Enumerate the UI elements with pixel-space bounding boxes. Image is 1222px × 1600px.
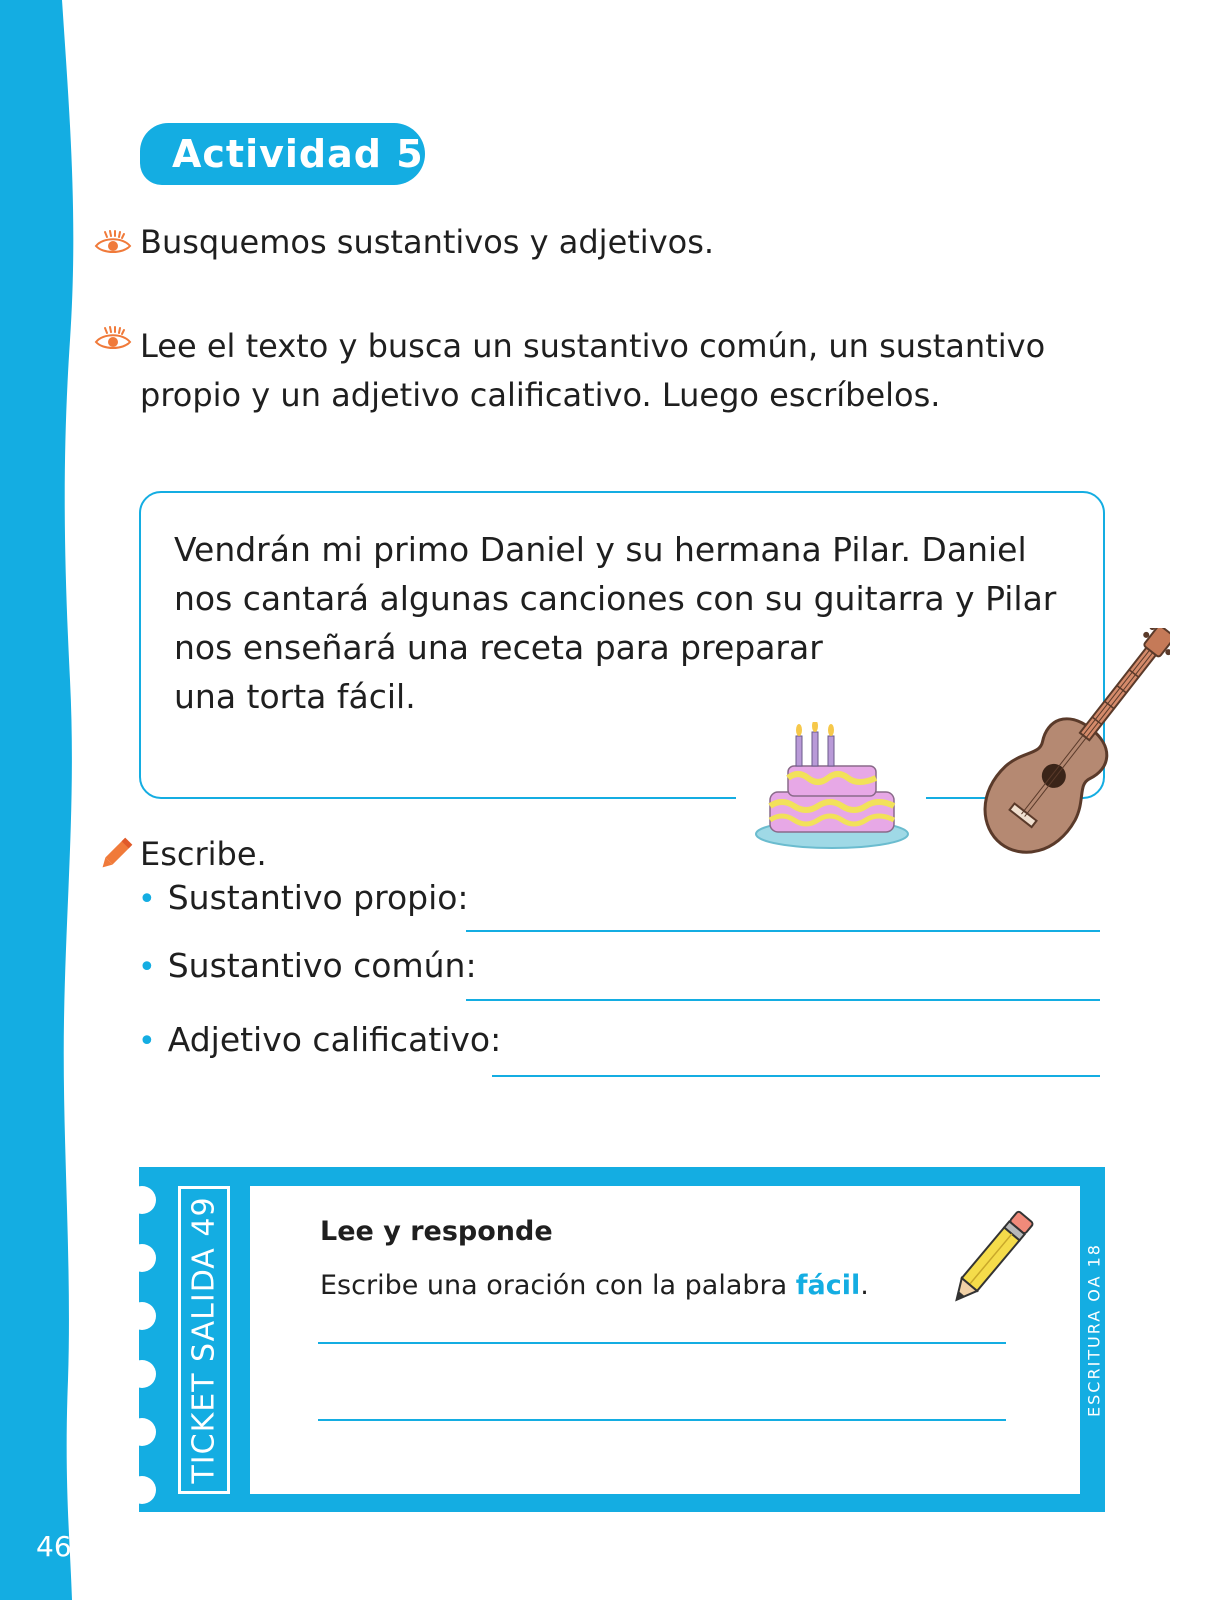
answer-label: Sustantivo propio:: [167, 878, 469, 917]
ticket-keyword: fácil: [795, 1270, 861, 1301]
pencil-icon: [96, 834, 136, 874]
ticket-answer-line[interactable]: [318, 1342, 1006, 1344]
story-line: nos enseñará una receta para preparar: [174, 628, 823, 667]
activity-title: Actividad 5: [140, 123, 425, 185]
bullet-icon: •: [138, 1024, 156, 1059]
guitar-illustration: [950, 628, 1170, 888]
story-line: nos cantará algunas canciones con su guitarra y Pilar: [174, 579, 1057, 618]
ticket-notch: [128, 1476, 156, 1504]
answer-label: Adjetivo calificativo:: [167, 1020, 502, 1059]
pencil-illustration: [930, 1200, 1050, 1320]
answer-row-common-noun: [138, 946, 477, 985]
ticket-standard: ESCRITURA OA 18: [1084, 1243, 1104, 1417]
page-number: 46: [36, 1530, 72, 1563]
answer-line-adjective[interactable]: [492, 1075, 1100, 1077]
side-band: [0, 0, 90, 1600]
answer-line-common-noun[interactable]: [466, 999, 1100, 1001]
ticket-notch: [128, 1244, 156, 1272]
answer-label: Sustantivo común:: [167, 946, 477, 985]
ticket-prompt: [320, 1270, 869, 1301]
eye-icon: [93, 326, 133, 352]
bullet-icon: •: [138, 950, 156, 985]
answer-row-adjective: [138, 1020, 501, 1059]
instruction-read-line1: Lee el texto y busca un sustantivo común, un sustantivo: [140, 327, 1046, 365]
ticket-heading: Lee y responde: [320, 1216, 553, 1247]
ticket-prompt-end: .: [860, 1270, 869, 1301]
answer-line-proper-noun[interactable]: [466, 930, 1100, 932]
answer-row-proper-noun: [138, 878, 469, 917]
ticket-notch: [128, 1360, 156, 1388]
bullet-icon: •: [138, 882, 156, 917]
ticket-answer-line[interactable]: [318, 1419, 1006, 1421]
instruction-read-line2: propio y un adjetivo calificativo. Luego escríbelos.: [140, 376, 941, 414]
eye-icon: [93, 230, 133, 256]
story-line: una torta fácil.: [174, 677, 416, 716]
ticket-notch: [128, 1418, 156, 1446]
story-line: Vendrán mi primo Daniel y su hermana Pilar. Daniel: [174, 530, 1027, 569]
ticket-notch: [128, 1186, 156, 1214]
instruction-search: Busquemos sustantivos y adjetivos.: [140, 223, 715, 261]
cake-illustration: [752, 722, 912, 862]
instruction-read: [140, 322, 1100, 420]
ticket-notch: [128, 1302, 156, 1330]
write-label: Escribe.: [140, 835, 267, 873]
story-text: [174, 525, 1074, 721]
ticket-prompt-text: Escribe una oración con la palabra: [320, 1270, 796, 1301]
ticket-label: TICKET SALIDA 49: [186, 1196, 222, 1484]
